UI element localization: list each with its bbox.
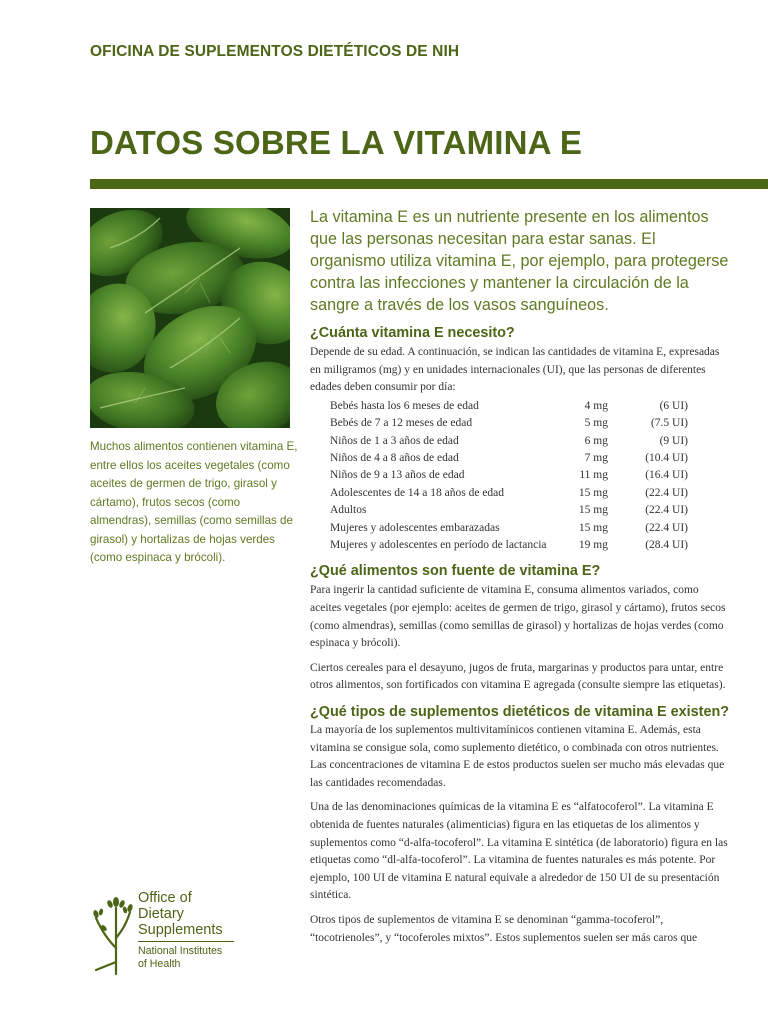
intro-paragraph: La vitamina E es un nutriente presente en los alimentos que las personas necesitan para estar sanas. El organismo utiliza vitamina E, por ejemplo, para protegerse contra las infecciones y mantener la circulación de la sangre a través de los vasos sanguíneos. <box>310 208 729 314</box>
section-paragraph: Una de las denominaciones químicas de la vitamina E es “alfatocoferol”. La vitamina E obtenida de fuentes naturales (alimenticias) figura en las etiquetas de los alimentos y suplementos como “d-alfa-tocoferol”. La vitamina E sintética (de laboratorio) figura en las etiquetas como “dl-alfa-tocoferol”. La vitamina de fuentes naturales es más potente. Por ejemplo, 100 UI de vitamina E natural equivale a alrededor de 150 UI de su presentación sintética. <box>310 801 728 902</box>
mg-cell: 11 mg <box>579 469 608 482</box>
ui-cell: (22.4 UI) <box>645 486 688 499</box>
age-group-cell: Adultos <box>330 504 367 517</box>
photo-caption: Muchos alimentos contienen vitamina E, entre ellos los aceites vegetales (como aceites de germen de trigo, girasol y cártamo), frutos secos (como almendras), semillas (como semillas de girasol) y hortalizas de hojas verdes (como espinaca y brócoli). <box>90 440 298 564</box>
ui-cell: (10.4 UI) <box>645 452 688 464</box>
ui-cell: (6 UI) <box>659 399 688 412</box>
age-group-cell: Bebés de 7 a 12 meses de edad <box>330 417 473 430</box>
logo-sub-line-1: National Institutes <box>138 945 223 957</box>
logo-sub-line-2: of Health <box>138 958 181 970</box>
ods-logo <box>90 888 250 978</box>
logo-line-2: Dietary <box>138 906 184 922</box>
title-divider <box>90 179 768 189</box>
logo-line-1: Office of <box>138 890 192 906</box>
section-paragraph: Otros tipos de suplementos de vitamina E se denominan “gamma-tocoferol”, “tocotrienoles”, y “tocoferoles mixtos”. Estos suplementos suelen ser más caros que <box>310 913 698 944</box>
spinach-leaves-icon <box>90 208 290 428</box>
age-group-cell: Niños de 4 a 8 años de edad <box>330 452 459 464</box>
table-row <box>330 467 730 484</box>
mg-cell: 15 mg <box>578 486 608 499</box>
mg-cell: 15 mg <box>578 521 608 534</box>
table-row <box>330 520 730 537</box>
section-paragraph: Para ingerir la cantidad suficiente de vitamina E, consuma alimentos variados, como aceites vegetales (por ejemplo: aceites de germen de trigo, girasol y cártamo), frutos secos (como almendras), semillas (como semillas de girasol) y hortalizas de hojas verdes (como espinaca y brócoli). <box>310 584 726 650</box>
section-paragraph: Ciertos cereales para el desayuno, jugos de fruta, margarinas y productos para untar, entre otros alimentos, son fortificados con vitamina E agregada (consulte siempre las etiquetas). <box>310 661 726 692</box>
age-group-cell: Mujeres y adolescentes embarazadas <box>330 521 500 534</box>
spinach-leaves-image <box>90 208 290 428</box>
ui-cell: (22.4 UI) <box>645 504 688 517</box>
age-group-cell: Niños de 9 a 13 años de edad <box>330 469 465 482</box>
section-paragraph: Depende de su edad. A continuación, se indican las cantidades de vitamina E, expresadas en miligramos (mg) y en unidades internacionales (UI), que las personas de diferentes edades deben consumir por día: <box>310 346 720 394</box>
main-content <box>310 206 730 947</box>
mg-cell: 15 mg <box>578 504 608 517</box>
table-row <box>330 398 730 415</box>
table-row <box>330 415 730 432</box>
ui-cell: (7.5 UI) <box>650 417 688 430</box>
table-row <box>330 450 730 467</box>
section-heading-supplement-types: ¿Qué tipos de suplementos dietéticos de vitamina E existen? <box>310 704 730 720</box>
table-row <box>330 485 730 502</box>
table-row <box>330 433 730 450</box>
age-group-cell: Niños de 1 a 3 años de edad <box>330 434 459 447</box>
logo-divider <box>138 941 234 942</box>
section-paragraph: La mayoría de los suplementos multivitamínicos contienen vitamina E. Además, esta vitamina se consigue sola, como suplemento dietético, o combinada con otros nutrientes. Las concentraciones de vitamina E de estos productos suelen ser mucho más elevadas que las cantidades recomendadas. <box>310 724 725 789</box>
mg-cell: 4 mg <box>584 399 608 412</box>
mg-cell: 7 mg <box>584 452 608 464</box>
ui-cell: (9 UI) <box>659 434 688 447</box>
table-row <box>330 502 730 519</box>
logo-wordmark <box>138 890 223 938</box>
age-group-cell: Adolescentes de 14 a 18 años de edad <box>330 486 505 499</box>
ui-cell: (22.4 UI) <box>645 521 688 534</box>
dosage-table <box>330 398 730 555</box>
mg-cell: 19 mg <box>578 539 608 552</box>
logo-line-3: Supplements <box>138 922 223 938</box>
mg-cell: 5 mg <box>584 417 608 430</box>
mg-cell: 6 mg <box>584 434 608 447</box>
table-row <box>330 537 730 554</box>
office-name: OFICINA DE SUPLEMENTOS DIETÉTICOS DE NIH <box>90 43 460 60</box>
section-heading-food-sources: ¿Qué alimentos son fuente de vitamina E? <box>310 563 601 580</box>
age-group-cell: Bebés hasta los 6 meses de edad <box>330 399 479 412</box>
leaf-stalk-icon <box>90 888 136 976</box>
age-group-cell: Mujeres y adolescentes en período de lactancia <box>330 539 547 552</box>
ui-cell: (16.4 UI) <box>645 469 688 482</box>
logo-subtitle <box>138 945 222 971</box>
section-heading-how-much: ¿Cuánta vitamina E necesito? <box>310 325 515 341</box>
ui-cell: (28.4 UI) <box>645 539 688 552</box>
page-title: DATOS SOBRE LA VITAMINA E <box>90 124 583 161</box>
